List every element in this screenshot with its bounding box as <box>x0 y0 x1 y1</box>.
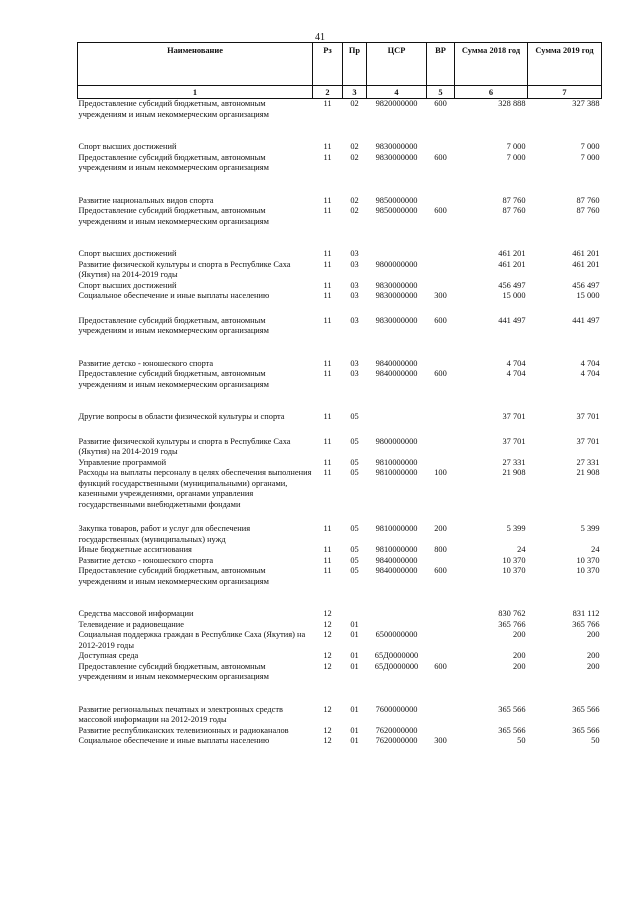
header-rz: Рз <box>313 43 343 86</box>
table-row <box>78 249 602 260</box>
row-pr: 05 <box>350 412 359 421</box>
row-sum-2018: 4 704 <box>506 358 526 368</box>
spacer-cell <box>78 227 602 249</box>
row-rz: 12 <box>323 609 332 618</box>
column-number: 1 <box>78 86 313 99</box>
row-sum-2018: 461 201 <box>498 259 526 269</box>
row-spacer <box>78 390 602 412</box>
row-csr: 9810000000 <box>375 468 418 477</box>
row-name: Предоставление субсидий бюджетным, автономным учреждениям и иным некоммерческим организациям <box>78 369 269 389</box>
row-name: Предоставление субсидий бюджетным, автономным учреждениям и иным некоммерческим организациям <box>78 152 269 172</box>
header-pr: Пр <box>343 43 367 86</box>
table-row <box>78 524 602 545</box>
row-vr: 300 <box>434 291 447 300</box>
table-row <box>78 260 602 281</box>
row-csr: 7620000000 <box>375 736 418 745</box>
row-vr <box>427 142 455 153</box>
row-vr: 600 <box>434 206 447 215</box>
row-vr: 600 <box>434 566 447 575</box>
row-csr: 9840000000 <box>375 555 418 565</box>
row-rz: 11 <box>323 555 332 565</box>
row-name: Предоставление субсидий бюджетным, автономным учреждениям и иным некоммерческим организациям <box>78 99 269 119</box>
row-name: Спорт высших достижений <box>78 142 177 151</box>
spacer-cell <box>78 174 602 196</box>
table-row <box>78 468 602 510</box>
column-number: 7 <box>528 86 602 99</box>
table-row <box>78 369 602 390</box>
row-csr: 6500000000 <box>375 630 418 639</box>
row-csr: 65Д0000000 <box>374 651 419 660</box>
table-row <box>78 291 602 302</box>
row-vr: 100 <box>434 468 447 477</box>
table-row <box>78 630 602 651</box>
row-name: Развитие республиканских телевизионных и радиоканалов <box>78 725 289 735</box>
page-number: 41 <box>315 32 325 43</box>
row-vr: 600 <box>434 661 447 671</box>
row-vr <box>427 726 455 737</box>
row-name: Телевидение и радиовещание <box>78 619 184 629</box>
table-row <box>78 142 602 153</box>
row-vr <box>427 359 455 370</box>
row-csr: 9800000000 <box>375 436 418 446</box>
row-name: Закупка товаров, работ и услуг для обеспечения государственных (муниципальных) нужд <box>78 524 251 544</box>
row-rz: 12 <box>323 651 332 660</box>
row-sum-2019: 37 701 <box>576 436 600 446</box>
header-row <box>78 43 602 86</box>
row-sum-2018: 200 <box>512 630 526 639</box>
table-row <box>78 736 602 747</box>
row-pr: 01 <box>350 704 359 714</box>
spacer-cell <box>78 423 602 437</box>
row-sum-2019: 200 <box>586 630 600 639</box>
table-row <box>78 316 602 337</box>
row-pr: 03 <box>350 259 359 269</box>
row-vr: 300 <box>434 736 447 745</box>
row-sum-2018: 456 497 <box>498 280 526 290</box>
table-row <box>78 662 602 683</box>
spacer-cell <box>78 390 602 412</box>
row-spacer <box>78 174 602 196</box>
row-sum-2018: 441 497 <box>498 315 526 325</box>
row-csr <box>367 620 427 631</box>
row-spacer <box>78 337 602 359</box>
spacer-cell <box>78 120 602 142</box>
row-pr: 01 <box>350 630 359 639</box>
row-vr <box>427 620 455 631</box>
row-csr: 9840000000 <box>375 358 418 368</box>
row-sum-2018: 15 000 <box>502 291 526 300</box>
row-rz: 11 <box>323 524 332 533</box>
row-vr <box>427 630 455 651</box>
row-sum-2019: 4 704 <box>580 369 600 378</box>
column-number: 5 <box>427 86 455 99</box>
row-pr: 02 <box>350 99 359 108</box>
row-rz: 11 <box>323 195 332 205</box>
row-name: Развитие детско - юношеского спорта <box>78 358 214 368</box>
row-sum-2018: 461 201 <box>498 249 526 258</box>
row-sum-2018: 365 566 <box>498 704 526 714</box>
row-name: Развитие национальных видов спорта <box>78 195 214 205</box>
row-sum-2018: 27 331 <box>502 457 526 467</box>
row-rz: 11 <box>323 358 332 368</box>
column-number: 2 <box>313 86 343 99</box>
row-name: Доступная среда <box>78 651 139 660</box>
row-sum-2018: 365 766 <box>498 619 526 629</box>
row-vr <box>427 651 455 662</box>
table-row <box>78 651 602 662</box>
row-csr: 9830000000 <box>375 291 418 300</box>
row-sum-2019: 4 704 <box>580 358 600 368</box>
row-sum-2019: 87 760 <box>576 195 600 205</box>
row-sum-2018: 328 888 <box>498 99 526 108</box>
row-rz: 11 <box>323 315 332 325</box>
row-vr: 600 <box>434 99 447 108</box>
row-rz: 11 <box>323 545 332 554</box>
row-sum-2019: 27 331 <box>576 457 600 467</box>
row-sum-2018: 37 701 <box>502 436 526 446</box>
row-sum-2019: 461 201 <box>572 259 600 269</box>
row-csr: 9840000000 <box>375 566 418 575</box>
table-row <box>78 206 602 227</box>
row-spacer <box>78 120 602 142</box>
row-sum-2018: 10 370 <box>502 555 526 565</box>
row-sum-2018: 24 <box>517 545 526 554</box>
row-csr <box>367 249 427 260</box>
header-vr: ВР <box>427 43 455 86</box>
row-rz: 12 <box>323 630 332 639</box>
row-sum-2019: 5 399 <box>580 524 600 533</box>
row-sum-2018: 37 701 <box>502 412 526 421</box>
column-number-row <box>78 86 602 99</box>
table-row <box>78 458 602 469</box>
row-sum-2019: 15 000 <box>576 291 600 300</box>
table-row <box>78 153 602 174</box>
row-name: Предоставление субсидий бюджетным, автономным учреждениям и иным некоммерческим организациям <box>78 206 269 226</box>
row-sum-2018: 7 000 <box>506 152 526 162</box>
row-pr: 02 <box>350 206 359 215</box>
row-pr: 03 <box>350 358 359 368</box>
row-sum-2019: 365 566 <box>572 704 600 714</box>
row-vr <box>427 458 455 469</box>
row-csr: 9830000000 <box>375 142 418 151</box>
row-name: Спорт высших достижений <box>78 249 177 258</box>
row-csr: 7620000000 <box>375 725 418 735</box>
row-rz: 11 <box>323 412 332 421</box>
table-row <box>78 412 602 423</box>
column-number: 4 <box>367 86 427 99</box>
row-sum-2018: 87 760 <box>502 195 526 205</box>
row-name: Средства массовой информации <box>78 609 194 618</box>
row-pr <box>343 609 367 620</box>
spacer-cell <box>78 683 602 705</box>
row-name: Другие вопросы в области физической культуры и спорта <box>78 412 285 421</box>
row-sum-2019: 7 000 <box>580 152 600 162</box>
row-name: Социальное обеспечение и иные выплаты населению <box>78 291 270 300</box>
row-csr: 9830000000 <box>375 315 418 325</box>
row-csr: 9850000000 <box>375 195 418 205</box>
table-body <box>78 99 602 747</box>
row-pr: 02 <box>350 142 359 151</box>
row-vr: 600 <box>434 152 447 162</box>
column-number: 6 <box>455 86 528 99</box>
row-pr: 05 <box>350 555 359 565</box>
row-pr: 05 <box>350 468 359 477</box>
row-vr: 600 <box>434 369 447 378</box>
row-pr: 03 <box>350 369 359 378</box>
row-sum-2018: 10 370 <box>502 566 526 575</box>
table-row <box>78 566 602 587</box>
row-spacer <box>78 683 602 705</box>
row-rz: 11 <box>323 369 332 378</box>
row-rz: 11 <box>323 99 332 108</box>
row-pr: 01 <box>350 619 359 629</box>
row-csr: 9830000000 <box>375 152 418 162</box>
table-row <box>78 620 602 631</box>
row-name: Иные бюджетные ассигнования <box>78 545 192 554</box>
budget-table <box>77 42 602 747</box>
row-sum-2019: 327 388 <box>572 99 600 108</box>
row-name: Спорт высших достижений <box>78 280 177 290</box>
row-rz: 11 <box>323 457 332 467</box>
row-vr <box>427 196 455 207</box>
row-csr: 9840000000 <box>375 369 418 378</box>
row-rz: 11 <box>323 206 332 215</box>
table-row <box>78 705 602 726</box>
row-spacer <box>78 423 602 437</box>
row-rz: 11 <box>323 280 332 290</box>
row-rz: 11 <box>323 259 332 269</box>
row-pr: 05 <box>350 566 359 575</box>
table-row <box>78 359 602 370</box>
row-name: Развитие физической культуры и спорта в Республике Саха (Якутия) на 2014-2019 годы <box>78 259 291 279</box>
row-csr: 9810000000 <box>375 524 418 533</box>
row-vr <box>427 249 455 260</box>
row-sum-2019: 10 370 <box>576 566 600 575</box>
row-sum-2019: 37 701 <box>576 412 600 421</box>
row-name: Управление программой <box>78 457 167 467</box>
row-vr <box>427 281 455 292</box>
row-sum-2018: 200 <box>512 661 526 671</box>
row-csr: 9800000000 <box>375 259 418 269</box>
row-pr: 02 <box>350 152 359 162</box>
row-sum-2019: 50 <box>591 736 600 745</box>
row-sum-2018: 7 000 <box>506 142 526 151</box>
row-name: Предоставление субсидий бюджетным, автономным учреждениям и иным некоммерческим организациям <box>78 315 269 335</box>
row-pr: 03 <box>350 249 359 258</box>
row-name: Развитие физической культуры и спорта в Республике Саха (Якутия) на 2014-2019 годы <box>78 436 291 456</box>
row-pr: 03 <box>350 315 359 325</box>
row-csr: 9830000000 <box>375 280 418 290</box>
header-name: Наименование <box>78 43 313 86</box>
row-rz: 11 <box>323 152 332 162</box>
row-sum-2019: 441 497 <box>572 315 600 325</box>
row-sum-2018: 4 704 <box>506 369 526 378</box>
row-rz: 11 <box>323 291 332 300</box>
row-pr: 03 <box>350 280 359 290</box>
table-row <box>78 556 602 567</box>
row-vr <box>427 260 455 281</box>
row-sum-2019: 24 <box>591 545 600 554</box>
spacer-cell <box>78 302 602 316</box>
row-rz: 12 <box>323 725 332 735</box>
row-csr: 9850000000 <box>375 206 418 215</box>
spacer-cell <box>78 587 602 609</box>
row-pr: 01 <box>350 736 359 745</box>
table-row <box>78 545 602 556</box>
row-spacer <box>78 510 602 524</box>
row-pr: 01 <box>350 661 359 671</box>
spacer-cell <box>78 510 602 524</box>
row-sum-2018: 50 <box>517 736 526 745</box>
row-rz: 11 <box>323 249 332 258</box>
spacer-cell <box>78 337 602 359</box>
row-sum-2018: 5 399 <box>506 524 526 533</box>
row-pr: 05 <box>350 457 359 467</box>
row-vr <box>427 437 455 458</box>
row-sum-2019: 21 908 <box>576 468 600 477</box>
row-sum-2019: 831 112 <box>572 609 600 618</box>
header-sum-2018: Сумма 2018 год <box>455 43 528 86</box>
row-csr: 9820000000 <box>375 99 418 108</box>
row-csr <box>367 412 427 423</box>
header-sum-2019: Сумма 2019 год <box>528 43 602 86</box>
row-rz: 11 <box>323 468 332 477</box>
row-sum-2019: 200 <box>586 661 600 671</box>
row-vr: 800 <box>434 545 447 554</box>
row-name: Расходы на выплаты персоналу в целях обеспечения выполнения функций государственными (муниципальными) органами, казенными учреждениями, органами управления государственными внебюджетными фондами <box>78 468 312 509</box>
row-csr: 7600000000 <box>375 704 418 714</box>
row-name: Социальная поддержка граждан в Республике Саха (Якутия) на 2012-2019 годы <box>78 630 306 650</box>
row-name: Социальное обеспечение и иные выплаты населению <box>78 736 270 745</box>
row-pr: 03 <box>350 291 359 300</box>
row-spacer <box>78 227 602 249</box>
row-pr: 01 <box>350 725 359 735</box>
row-spacer <box>78 302 602 316</box>
row-rz: 12 <box>323 661 332 671</box>
row-vr <box>427 412 455 423</box>
row-sum-2019: 10 370 <box>576 555 600 565</box>
row-sum-2019: 87 760 <box>576 206 600 215</box>
table-row <box>78 726 602 737</box>
row-sum-2018: 830 762 <box>498 609 526 618</box>
row-sum-2019: 200 <box>586 651 600 660</box>
row-sum-2019: 7 000 <box>580 142 600 151</box>
row-pr: 02 <box>350 195 359 205</box>
row-pr: 01 <box>350 651 359 660</box>
row-sum-2019: 461 201 <box>572 249 600 258</box>
row-csr: 9810000000 <box>375 545 418 554</box>
row-vr: 600 <box>434 315 447 325</box>
row-pr: 05 <box>350 524 359 533</box>
row-rz: 12 <box>323 704 332 714</box>
row-name: Развитие региональных печатных и электронных средств массовой информации на 2012-2019 годы <box>78 704 283 724</box>
row-rz: 12 <box>323 619 332 629</box>
row-pr: 05 <box>350 545 359 554</box>
row-sum-2018: 365 566 <box>498 725 526 735</box>
row-pr: 05 <box>350 436 359 446</box>
row-rz: 11 <box>323 566 332 575</box>
row-sum-2018: 200 <box>512 651 526 660</box>
row-vr <box>427 556 455 567</box>
row-rz: 12 <box>323 736 332 745</box>
row-csr: 9810000000 <box>375 457 418 467</box>
row-vr <box>427 705 455 726</box>
row-vr <box>427 609 455 620</box>
row-name: Предоставление субсидий бюджетным, автономным учреждениям и иным некоммерческим организациям <box>78 566 269 586</box>
row-spacer <box>78 587 602 609</box>
table-row <box>78 281 602 292</box>
row-rz: 11 <box>323 436 332 446</box>
table-row <box>78 99 602 121</box>
row-sum-2018: 21 908 <box>502 468 526 477</box>
row-sum-2018: 87 760 <box>502 206 526 215</box>
row-sum-2019: 365 566 <box>572 725 600 735</box>
header-csr: ЦСР <box>367 43 427 86</box>
column-number: 3 <box>343 86 367 99</box>
table-row <box>78 437 602 458</box>
row-csr <box>367 609 427 620</box>
row-vr: 200 <box>434 524 447 533</box>
row-csr: 65Д0000000 <box>374 661 419 671</box>
row-name: Предоставление субсидий бюджетным, автономным учреждениям и иным некоммерческим организациям <box>78 661 269 681</box>
table-row <box>78 609 602 620</box>
row-sum-2019: 365 766 <box>572 619 600 629</box>
row-name: Развитие детско - юношеского спорта <box>78 555 214 565</box>
table-row <box>78 196 602 207</box>
row-rz: 11 <box>323 142 332 151</box>
row-sum-2019: 456 497 <box>572 280 600 290</box>
